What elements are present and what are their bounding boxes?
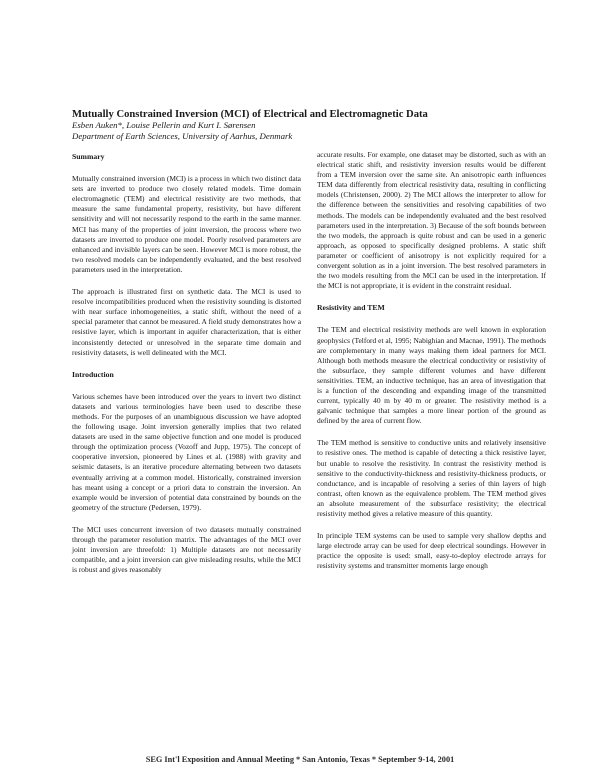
introduction-paragraph-1: Various schemes have been introduced over the years to invert two distinct datasets and various terminologies have been used to describe these methods. For the purposes of an unambiguous discussion we have adopted the following usage. Joint inversion generally implies that two related datasets are used in the same objective function and one model is produced through the optimization process (Vozoff and Jupp, 1975). The concept of cooperative inversion, pioneered by Lines et al. (1988) with gravity and seismic datasets, is an iterative procedure alternating between two datasets eventually arriving at a common model. Historically, constrained inversion has meant using a concept or a priori data to constrain the inversion. An example would be inversion of potential data constrained by bounds on the geometry of the structure (Pedersen, 1979). bbox=[72, 391, 301, 512]
resistivity-paragraph-3: In principle TEM systems can be used to sample very shallow depths and large electrode array can be used for deep electrical soundings. However in practice the opposite is used: small, easy-to-deploy electrode arrays for resistivity systems and transmitter moments large enough bbox=[317, 531, 546, 571]
introduction-paragraph-2: The MCI uses concurrent inversion of two datasets mutually constrained through the parameter resolution matrix. The advantages of the MCI over joint inversion are threefold: 1) Multiple datasets are not necessarily compatible, and a joint inversion can give misleading results, while the MCI is robust and gives reasonably bbox=[72, 524, 301, 575]
summary-heading: Summary bbox=[72, 152, 105, 161]
paper-authors: Esben Auken*, Louise Pellerin and Kurt I. Sørensen bbox=[72, 120, 256, 130]
summary-paragraph-2: The approach is illustrated first on synthetic data. The MCI is used to resolve incompatibilities produced when the resistivity sounding is distorted with near surface inhomogeneities, a static shift, without the need of a special parameter that cannot be measured. A field study demonstrates how a resistive layer, which is important in aquifer characterization, that is either inconsistently detected or unresolved in the separate time domain and resistivity datasets, is well delineated with the MCI. bbox=[72, 287, 301, 357]
paper-title: Mutually Constrained Inversion (MCI) of Electrical and Electromagnetic Data bbox=[72, 109, 428, 120]
summary-paragraph-1: Mutually constrained inversion (MCI) is a process in which two distinct data sets are inverted to produce two closely related models. Time domain electromagnetic (TEM) and electrical resistivity are two methods, that measure the same fundamental property, resistivity, but have different sensitivity and will not necessarily respond to the earth in the same manner. MCI has many of the properties of joint inversion, the process where two datasets are inverted to produce one model. Poorly resolved parameters are enhanced and invisible layers can be seen. However MCI is more robust, the two resolved models can be independently evaluated, and the best resolved parameters used in the interpretation. bbox=[72, 174, 301, 274]
resistivity-paragraph-1: The TEM and electrical resistivity methods are well known in exploration geophysics (Telford et al, 1995; Nabighian and Macnae, 1991). The methods are complementary in many ways making them ideal partners for MCI. Although both methods measure the electrical conductivity or resistivity of the subsurface, they sample different volumes and have different sensitivities. TEM, an inductive technique, has an area of investigation that is a function of the descending and expanding image of the transmitted current, typically 40 m by 40 m or greater. The resistivity method is a galvanic technique that samples a more linear portion of the ground as defined by the area of current flow. bbox=[317, 325, 546, 426]
right-column bbox=[317, 150, 546, 583]
conference-footer: SEG Int'l Exposition and Annual Meeting * San Antonio, Texas * September 9-14, 2001 bbox=[145, 755, 455, 764]
paper-affiliation: Department of Earth Sciences, University of Aarhus, Denmark bbox=[72, 131, 293, 141]
introduction-heading: Introduction bbox=[72, 369, 114, 379]
right-paragraph-1: accurate results. For example, one dataset may be distorted, such as with an electrical static shift, and resistivity inversion results would be different from a TEM inversion over the same site. An anisotropic earth influences TEM data differently from electrical resistivity data, resulting in conflicting models (Christensen, 2000). 2) The MCI allows the interpreter to allow for the difference between the sensitivities and resolving capabilities of two methods. The models can be independently evaluated and the best resolved parameters used in the interpretation. 3) Because of the soft bounds between the two models, the approach is quite robust and can be used in a generic approach, as opposed to specifically designed problems. A static shift parameter or coefficient of anisotropy is not explicitly required for a convergent solution as in a joint inversion. The best resolved parameters in the two models resulting from the MCI can be used in the interpretation. If the MCI is not appropriate, it is evident in the constraint residual. bbox=[317, 150, 546, 291]
left-column bbox=[72, 150, 301, 587]
resistivity-tem-heading: Resistivity and TEM bbox=[317, 303, 385, 313]
resistivity-paragraph-2: The TEM method is sensitive to conductive units and relatively insensitive to resistive ones. The method is capable of detecting a thick resistive layer, but unable to resolve the resistivity. In contrast the resistivity method is sensitive to the conductivity-thickness and resistivity-thickness products, or conductance, and is incapable of resolving a series of thin layers of high contrast, often known as the equivalence problem. The TEM method gives an absolute measurement of the subsurface resistivity; the electrical resistivity method gives a relative measure of this quantity. bbox=[317, 438, 546, 518]
